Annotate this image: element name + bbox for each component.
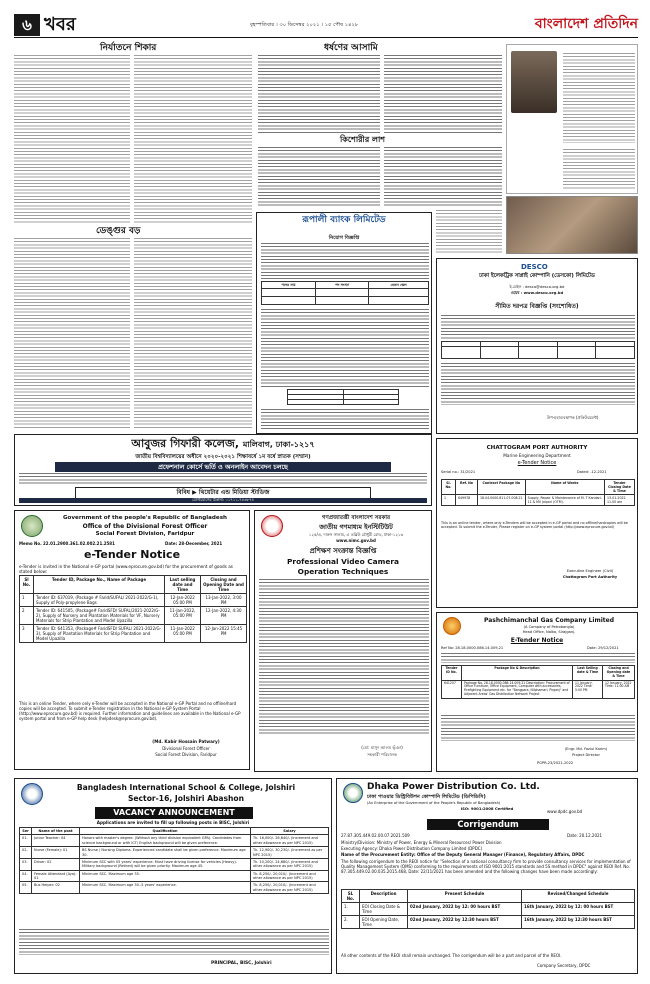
forest-r2-sl: 2 [20,607,34,625]
dpdc-footer2: Company Secretary, DPDC [537,963,591,968]
article-mid-body-4 [384,147,502,207]
dpdc-title: Corrigendum [427,819,549,830]
table-row [20,870,329,882]
date-line: বৃহস্পতিবার । ৩০ ডিসেম্বর ২০২১ । ১৫ পৌষ ১৪২৮ [250,22,359,28]
ad-college [14,434,432,506]
ad-rupali-bank [256,212,432,434]
ad-dpdc-corrigendum [336,778,638,974]
masthead-logo: বাংলাদেশ প্রতিদিন [534,16,638,32]
forest-r3-close: 12-Jan-2022 15:45 PM [201,625,247,643]
pgcl-col-id: Tender ID No. [442,666,462,681]
article-dengue-title: ডেঙ্গুর বড় [96,226,141,236]
desco-web: ওয়েব : www.desco.org.bd [510,290,564,295]
cpa-title: e-Tender Notice [517,460,557,466]
bisc-sub: Sector-16, Jolshiri Abashon [127,794,245,803]
dpdc-ref: 27.87.305.449.02.00.07.2021.509 [341,833,410,838]
forest-r2-pkg: Tender ID: 641505, (Package# FaridSFD/ SUFAL/2021-2022/G-2), Supply of Nursery and Plantation Materials for VF, Nursery Materials for Strip Plantation and Model Upazilla [34,607,165,625]
bisc-r5-qual: Minimum SSC. Maximum age 30.-5 years' experience. [80,882,251,894]
bisc-body [19,929,329,955]
bisc-r1-post: Junior Teacher: 04 [32,835,80,847]
nimc-signer: (মো: মাসুদ আলম ভূঁঞা) [361,745,403,750]
article-mid-subtitle: কিশোরীর লাশ [340,135,386,144]
bank-name: রূপালী ব্যাংক লিমিটেড [302,215,386,225]
desco-footer: উপ-মহাব্যবস্থাপক (প্রকিউরমেন্ট) [547,415,599,420]
dpdc-col-sl: SL No. [342,890,360,903]
dpdc-r1-present: 02nd January, 2022 by 12: 00 hours BST [408,903,522,916]
photo-group [506,196,638,254]
table-row [342,903,635,916]
college-place: মালিবাগ, ঢাকা-১২১৭ [242,440,315,449]
article-dengue-body [14,238,130,430]
ad-chattogram-port [436,438,638,608]
dpdc-name: Dhaka Power Distribution Co. Ltd. [367,782,540,792]
bisc-col-post: Name of the post [32,828,80,835]
bisc-col-sal: Salary [251,828,329,835]
forest-r1-sell: 12-Jan-2022 05:00 PM [165,594,201,607]
bank-table-2 [287,389,399,405]
bank-col-1: পদের নাম [262,282,316,289]
dpdc-r2-desc: EOI Opening Date, Time [360,916,408,929]
pgcl-row-sell: 11 January, 2022 Time: 5:00 PM [573,680,603,698]
bisc-footer: PRINCIPAL, BISC, Jolshiri [211,961,272,966]
bisc-col-qual: Qualification [80,828,251,835]
bisc-r2-sal: Tk. 12,900/- 30,230/- (Increment as per NPC 2015) [251,847,329,859]
pgcl-col-close: Closing and Opening date & Time [603,666,635,681]
bisc-r2-ser: 02. [20,847,32,859]
nimc-addr: ১২৫/এ, দারুস সালাম, এ ডব্লিউ চৌধুরী রোড, ঢাকা-১২১৬ [308,532,404,537]
bisc-r4-ser: 04. [20,870,32,882]
bisc-r3-qual: Minimum SSC with 05 years' experience. Must have driving license for vehicles (Heavy). Military background (Retired) will be given priority. Maximum age 45. [80,858,251,870]
bisc-r3-ser: 03. [20,858,32,870]
bisc-r4-sal: Tk. 8,250/- 20,010/- (Increment and other allowance as per NPC 2015) [251,870,329,882]
forest-col-sl: Sl No. [20,576,34,594]
bisc-r3-post: Driver: 02 [32,858,80,870]
desco-body [441,315,635,339]
ad-right-top [506,44,638,194]
page-header [14,12,638,38]
table-row [20,594,247,607]
college-body [19,473,427,485]
dpdc-r1-revised: 16th January, 2022 by 12: 00 hours BST [522,903,635,916]
forest-footer-note: This is an online Tender, where only e-Tender will be accepted in the National e-GP Portal and no offline/hard copies will be accepted. To submit e-Tender registration in the National e-GP System Portal (http://www.eprocure.gov.bd) is required. Further information and guidelines are available in the National e-GP system portal and from e-GP help desk (helpdesk@eprocure.gov.bd). [19,701,241,721]
table-row [20,847,329,859]
pgcl-col-sell: Last Selling date & Time [573,666,603,681]
college-line2: প্রফেশনাল কোর্সে ভর্তি ও অনলাইন আবেদন চলছে [55,462,391,472]
dpdc-r2-present: 02nd January, 2022 by 12:30 hours BST [408,916,522,929]
pgcl-code: PGPR-23/2021-2022 [537,761,574,765]
cpa-signer: Executive Engineer (Civil) [566,569,614,573]
forest-signer3: Social Forest Division, Faridpur [155,752,217,757]
bisc-r2-qual: BS Nurse / Nursing Diploma. Experienced candidate shall be given preference. Maximum age 30. [80,847,251,859]
desco-email: ই-মেইল : desco@desco.org.bd [509,284,565,289]
cpa-signer2: Chattogram Port Authority [562,575,618,579]
bank-col-2: পদ সংখ্যা [315,282,368,289]
photo-portrait-1 [511,51,557,113]
bisc-name: Bangladesh International School & College, Jolshiri [76,783,296,792]
cpa-row-closing: 13-01-2022 11.00 am [605,495,635,506]
cpa-row-pkg: 18.04.0000.811.07.008.21 [478,495,526,506]
dpdc-r2-sl: 2. [342,916,360,929]
cpa-dated: Dated: -12-2021 [577,470,607,474]
table-row [20,607,247,625]
dpdc-footer: All other contents of the REOI shall remain unchanged. The corrigendum will be a part and parcel of the REOI. [341,953,562,958]
article-mid-title: ধর্ষণের আসামি [324,43,378,53]
nimc-signer2: সহকারী পরিচালক [367,752,397,757]
forest-col-close: Closing and Opening Date and Time [201,576,247,594]
cpa-note: This is an online tender, where only e-Tenders will be accepted in e-GP portal and no offline/hardcopies will be accepted. To submit the e-Tender, Please register on e-GP system portal (http://www.eprocure.gov.bd) [441,521,628,530]
college-name-text: আবুজর গিফারী কলেজ [131,437,235,450]
dpdc-r1-desc: EOI Closing Date & Time [360,903,408,916]
table-row [442,680,635,698]
dpdc-col-revised: Revised/Changed Schedule [522,890,635,903]
nimc-body [259,579,429,735]
cpa-table [441,479,635,506]
forest-r2-close: 12-Jan-2022, 4:30 PM [201,607,247,625]
forest-intro: e-Tender is invited in the National e-GP portal (www.eprocure.gov.bd) for the procurement of goods as stated below: [19,564,233,575]
bisc-intro: Applications are invited to fill up following posts in BISC, Jolshiri [96,820,250,825]
forest-memo: Memo No. 22.01.2900.361.02.002.21.2581 [19,541,115,546]
bisc-r3-sal: Tk. 10,200/- 24,680/- (Increment and other allowance as per NPC 2015) [251,858,329,870]
desco-body-2 [441,363,635,405]
pgcl-row-id: 641207 [442,680,462,698]
forest-division: Social Forest Division, Faridpur [95,531,195,537]
ad-mass-comm [254,510,432,772]
bisc-r5-sal: Tk. 8,250/- 20,010/- (Increment and other allowance as per NPC 2015) [251,882,329,894]
pgcl-row-close: 12 January, 2022 Time: 11:00 AM [603,680,635,698]
dpdc-body: The following corrigendum to the REOI notice for "Selection of a national consultancy firm to provide consultancy services for implementation of Quality Management System (QMS) conforming to the requirements of ISO 9001:2015 standards and 5S method in DPDC" against REOI Ref. No. 87.305.449.02.00.035.2015.468, Date: 22/11/2021 has been amended and the following changes have been made accordingly: [341,859,631,874]
pgcl-signer2: Project Director [572,753,600,757]
forest-date: Date: 28-December, 2021 [165,541,223,546]
section-title: খবর [44,14,76,35]
article-left-top-body [14,55,130,223]
dpdc-name-bn: ঢাকা পাওয়ার ডিস্ট্রিবিউশন কোম্পানি লিমিটেড (ডিপিডিসি) [367,794,486,800]
bisc-r2-post: Nurse (Female): 01 [32,847,80,859]
bisc-r1-ser: 01. [20,835,32,847]
ad-pashchimanchal-gas [436,612,638,772]
forest-r1-close: 13-Jan-2022, 3:00 PM [201,594,247,607]
dpdc-logo [343,783,363,803]
forest-signer: (Md. Kabir Hossain Patwary) [152,739,220,744]
bank-body-2 [261,409,429,431]
forest-r2-sell: 11-Jan-2022, 05:00 PM [165,607,201,625]
bisc-r5-ser: 05. [20,882,32,894]
cpa-serial: Serial no.: 31/2021 [441,470,476,474]
bisc-r4-post: Female Attendant (Aya): 01 [32,870,80,882]
pgcl-date: Date: 29/12/2021 [587,646,619,650]
bisc-logo [21,783,43,805]
nimc-title-bn: প্রশিক্ষণ সংক্রান্ত বিজ্ঞপ্তি [309,547,377,555]
desco-table [441,341,635,359]
article-left-top-body-2 [134,55,252,223]
forest-r1-sl: 1 [20,594,34,607]
ad-forest-etender [14,510,250,770]
nimc-title-en1: Professional Video Camera [287,557,399,566]
pgcl-signer: (Engr. Md. Fazlul Karim) [564,747,608,751]
cpa-col-sl: Sl. No. [442,480,456,495]
cpa-col-pkg: Contract Package No [478,480,526,495]
pgcl-col-pkg: Package No & Description [462,666,573,681]
dpdc-col-present: Present Schedule [408,890,522,903]
dpdc-ministry: Ministry/Division: Ministry of Power, Energy & Mineral Resources/ Power Division [341,840,502,845]
forest-r3-pkg: Tender ID: 641353, (Package# FaridSFD/ SUFAL/ 2021-2022/G-3), Supply of Plantation Materials for Strip Plantation and Model Upazilla [34,625,165,643]
article-mid-body-2 [384,55,502,133]
pgcl-intro [441,653,635,663]
forest-r3-sl: 3 [20,625,34,643]
desco-logo: DESCO [521,263,548,271]
ad-right-text [563,53,635,143]
forest-signer2: Divisional Forest Officer [162,746,210,751]
page-number: ৬ [14,14,40,36]
dpdc-r2-revised: 16th January, 2022 by 12:30 hours BST [522,916,635,929]
forest-title: e-Tender Notice [83,548,181,561]
nimc-gov: গণপ্রজাতন্ত্রী বাংলাদেশ সরকার [321,515,391,521]
cpa-col-ref: Ref. No [456,480,478,495]
bank-table [261,281,429,305]
ad-desco [436,258,638,434]
pgcl-table [441,665,635,699]
forest-gov: Government of the people's Republic of Bangladesh [62,515,228,521]
bisc-r1-sal: Tk. 16,000/- 26,640/- (Increment and other allowance as per NPC 2015) [251,835,329,847]
pgcl-title: E-Tender Notice [510,637,564,644]
dpdc-table [341,889,635,929]
college-line3: বিবিধ ▶ থিয়েটার এন্ড মিডিয়া স্টাডিজ [75,487,371,499]
college-line1: জাতীয় বিশ্ববিদ্যালয়ের অধীনে ২০২০-২০২১ শিক্ষাবর্ষে ১ম বর্ষে স্নাতক (সম্মান) [19,453,427,462]
bisc-table [19,827,329,894]
article-left-top-title: নির্যাতনে শিকার [100,43,157,53]
bisc-banner: VACANCY ANNOUNCEMENT [95,807,253,819]
bank-intro [261,243,429,279]
desco-notice-title: সীমিত দরপত্র বিজ্ঞপ্তি (সংশোধিত) [495,303,579,310]
dpdc-agency: Executing Agency: Dhaka Power Distribution Company Limited (DPDC) [341,846,483,851]
bank-sub: নিয়োগ বিজ্ঞপ্তি [328,235,360,241]
bisc-r4-qual: Minimum SSC. Maximum age 35. [80,870,251,882]
article-dengue-body-2 [134,238,252,430]
table-row [20,625,247,643]
dpdc-sub: (An Enterprise of the Government of the People's Republic of Bangladesh) [367,801,501,805]
table-row [20,882,329,894]
dpdc-col-desc: Description [360,890,408,903]
bank-body [261,309,429,387]
cpa-col-closing: Tender Closing Date & Time [605,480,635,495]
forest-office: Office of the Divisional Forest Officer [82,523,208,530]
pgcl-logo [443,617,461,635]
article-mid-body-3 [258,147,380,207]
pgcl-body [441,715,635,741]
photo-caption-left [436,210,502,254]
forest-r3-sell: 11-Jan-2022 05:00 PM [165,625,201,643]
dpdc-date: Date: 20.12.2021 [567,833,603,838]
pgcl-name: Pashchimanchal Gas Company Limited [483,617,615,624]
cpa-row-ref: 649978 [456,495,478,506]
bisc-col-ser: Ser [20,828,32,835]
forest-col-pkg: Tender ID, Package No., Name of Package [34,576,165,594]
cpa-authority: CHATTOGRAM PORT AUTHORITY [486,445,588,451]
ad-bisc-vacancy [14,778,332,974]
pgcl-ref: Ref No: 28.18.0000.086.14.009.21 [441,646,504,650]
cpa-dept: Marine Engineering Department [503,453,571,458]
nimc-web: www.nimc.gov.bd [336,538,376,543]
table-row [20,835,329,847]
forest-r1-pkg: Tender ID: 637019, (Package # Farid/SUFAL/ 2021-2022/G-1), Supply of Poly-propylene Bags [34,594,165,607]
cpa-row-sl: 1 [442,495,456,506]
table-row [20,858,329,870]
nimc-title-en2: Operation Techniques [297,567,389,576]
article-mid-body [258,55,380,133]
desco-title: ঢাকা ইলেকট্রিক সাপ্লাই কোম্পানি (ডেসকো) লিমিটেড [479,273,595,279]
pgcl-sub: (A Company of Petrobangla) [523,625,575,629]
dpdc-entity: Name of the Procurement Entity: Office of the Deputy General Manager (Finance), Regulatory Affairs, DPDC [341,852,585,857]
dpdc-r1-sl: 1. [342,903,360,916]
forest-col-sell: Last selling date and Time [165,576,201,594]
bisc-r5-post: Bus Helper: 02 [32,882,80,894]
dpdc-web: www.dpdc.gov.bd [547,809,583,814]
dpdc-iso: ISO: 9001:2008 Certified [460,806,514,811]
nimc-inst: জাতীয় গণমাধ্যম ইনস্টিটিউট [319,523,393,531]
college-name: আবুজর গিফারী কলেজ, মালিবাগ, ঢাকা-১২১৭ [131,437,315,450]
forest-logo [21,515,43,537]
table-row [342,916,635,929]
cpa-row-works: Supply, Repair & Maintenance of M. T Kandari-11 & MV Jalpori (OTM). [525,495,604,506]
cpa-col-works: Name of Works [525,480,604,495]
ad-right-text-2 [563,149,635,189]
bank-col-3: বেতন স্কেল [369,282,429,289]
pgcl-row-pkg: Package No. 28.18.0000.086.14.009.21 Description: Procurement of Office Furniture, Office Equipment, Computer with accessories, Firefighting Equipment etc. for "Bangpara, Nilphamari, Pirganj" and Adjacent Areas' Gas Distribution Network Project [462,680,573,698]
pgcl-office: Head Office, Nalka, Sirajganj. [522,630,576,634]
college-line4: যোগাযোগের ঠিকানা: ০১৭১১-৭৪৩৮৭৪ [19,498,427,503]
forest-table [19,575,247,643]
bisc-r1-qual: Honors with master's degree. (Without any third division equivalent GPA). Candidates from science background or with ICT/ English background will be given preference. [80,835,251,847]
nimc-logo [261,515,283,537]
